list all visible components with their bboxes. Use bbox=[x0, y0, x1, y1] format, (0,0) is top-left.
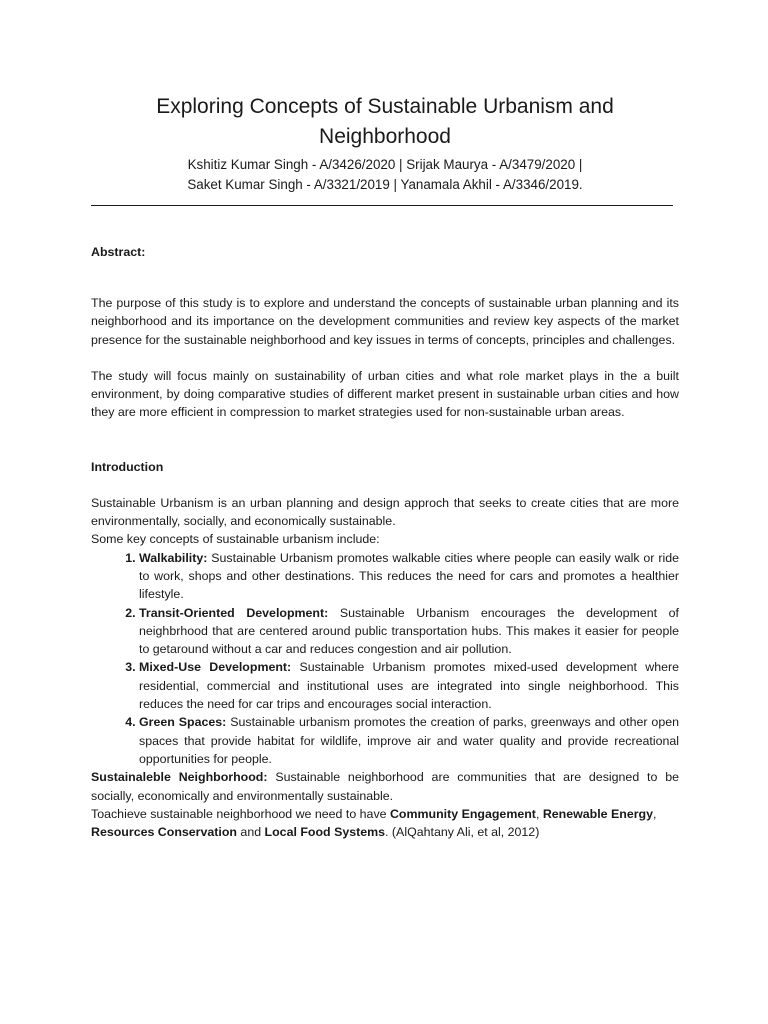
concept-term: Green Spaces: bbox=[139, 715, 227, 730]
paper-title: Exploring Concepts of Sustainable Urbanism and Neighborhood bbox=[156, 95, 614, 148]
achieve-paragraph bbox=[91, 805, 679, 842]
author-line-1: Kshitiz Kumar Singh - A/3426/2020 | Srijak Maurya - A/3479/2020 | bbox=[187, 157, 583, 172]
achieve-item-local-food-systems: Local Food Systems bbox=[264, 825, 386, 840]
achieve-citation: . (AlQahtany Ali, et al, 2012) bbox=[385, 825, 540, 840]
concept-item-mixed-use bbox=[139, 658, 679, 713]
introduction-heading: Introduction bbox=[91, 459, 164, 474]
achieve-item-renewable-energy: Renewable Energy bbox=[542, 806, 654, 821]
concepts-list bbox=[91, 549, 679, 769]
abstract-paragraph-2: The study will focus mainly on sustainability of urban cities and what role market plays in the a built environment, by doing comparative studies of different market present in sustainable urban cities and how they are more efficient in compression to market strategies used for non-sustainable urban areas. bbox=[91, 368, 679, 420]
achieve-separator: , bbox=[653, 806, 657, 821]
concepts-intro: Some key concepts of sustainable urbanism include: bbox=[91, 532, 380, 547]
achieve-separator: , bbox=[535, 806, 543, 821]
concept-term: Transit-Oriented Development: bbox=[139, 605, 329, 620]
concept-text: Sustainable urbanism promotes the creation of parks, greenways and other open spaces that provide habitat for wildlife, improve air and water quality and provide recreational opportunities for people. bbox=[139, 715, 679, 766]
author-line-2: Saket Kumar Singh - A/3321/2019 | Yanamala Akhil - A/3346/2019. bbox=[187, 177, 583, 192]
concept-term: Mixed-Use Development: bbox=[139, 660, 292, 675]
achieve-separator: and bbox=[236, 825, 265, 840]
concept-text: Sustainable Urbanism promotes walkable cities where people can easily walk or ride to work, shops and other destinations. This reduces the need for cars and promotes a healthier lifestyle. bbox=[139, 550, 679, 602]
abstract-paragraph-1: The purpose of this study is to explore and understand the concepts of sustainable urban planning and its neighborhood and its importance on the development communities and review key aspects of the market presence for the sustainable neighborhood and key issues in terms of concepts, principles and challenges. bbox=[91, 296, 679, 347]
achieve-item-resources-conservation: Resources Conservation bbox=[91, 825, 237, 840]
paper-page bbox=[91, 92, 679, 841]
introduction-paragraph: Sustainable Urbanism is an urban planning and design approch that seeks to create cities that are more environmentally, socially, and economically sustainable. bbox=[91, 495, 679, 529]
neighborhood-text: Sustainable neighborhood are communities that are designed to be socially, economically and environmentally sustainable. bbox=[91, 770, 679, 803]
neighborhood-term: Sustainaleble Neighborhood: bbox=[91, 770, 268, 785]
concept-item-transit bbox=[139, 604, 679, 659]
abstract-heading: Abstract: bbox=[91, 245, 146, 259]
author-list bbox=[91, 155, 679, 195]
achieve-lead: Toachieve sustainable neighborhood we need to have bbox=[91, 806, 390, 821]
concept-text: Sustainable Urbanism promotes mixed-used development where residential, commercial and institutional uses are integrated into single neighborhood. This reduces the need for car trips and encourages social interaction. bbox=[139, 660, 679, 712]
neighborhood-paragraph bbox=[91, 768, 679, 805]
concept-text: Sustainable Urbanism encourages the development of neighbrhood that are centered around public transportation hubs. This makes it easier for people to getaround without a car and reduces congestion and air pollution. bbox=[139, 605, 679, 657]
achieve-item-community-engagement: Community Engagement bbox=[389, 806, 536, 821]
concept-item-walkability bbox=[139, 549, 679, 604]
concept-item-green-spaces bbox=[139, 713, 679, 768]
title-divider bbox=[91, 205, 673, 206]
concept-term: Walkability: bbox=[139, 550, 208, 565]
